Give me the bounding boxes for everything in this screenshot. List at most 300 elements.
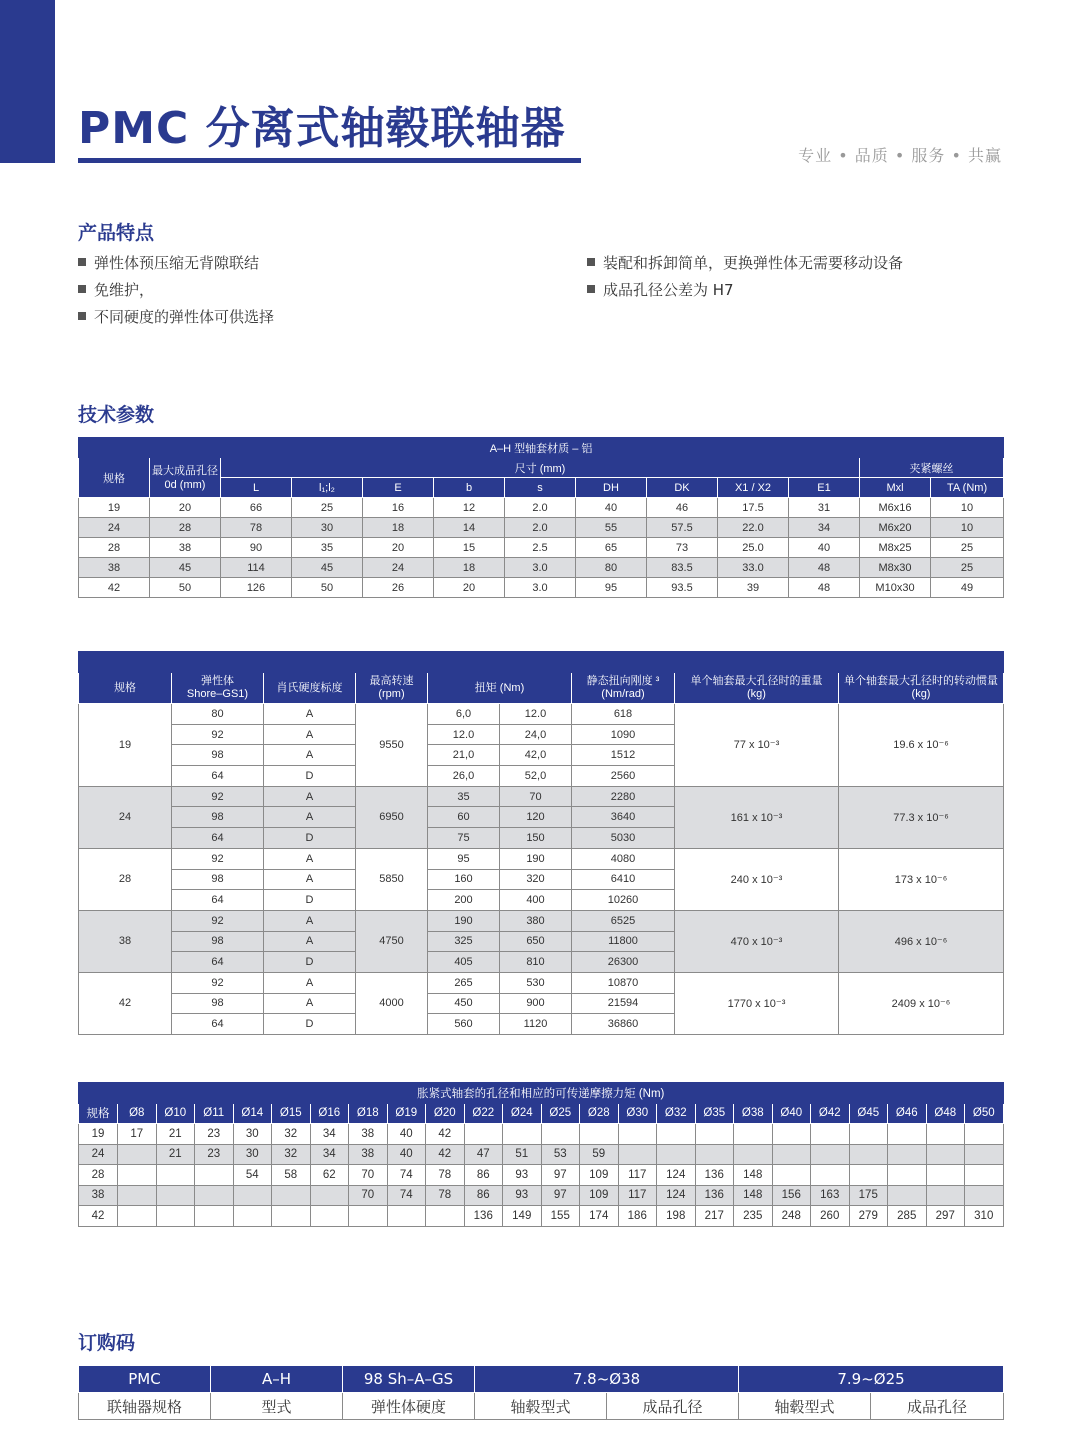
table-cell: 42 — [426, 1144, 465, 1165]
table-cell: D — [264, 766, 356, 787]
table-cell: 93 — [503, 1165, 542, 1186]
order-label-cell: 轴毂型式 — [739, 1393, 871, 1420]
table-cell: 26,0 — [428, 766, 500, 787]
table-cell: 93.5 — [647, 578, 718, 598]
feature-text: 成品孔径公差为 H7 — [603, 281, 734, 299]
feature-item — [587, 250, 903, 277]
features-left-column — [78, 250, 274, 331]
table-cell — [464, 1124, 503, 1145]
bullet-icon — [78, 258, 86, 266]
table3-caption: 胀紧式轴套的孔径和相应的可传递摩擦力矩 (Nm) — [79, 1083, 1004, 1104]
table-cell — [195, 1165, 234, 1186]
feature-item — [78, 277, 274, 304]
table1-col-header: TA (Nm) — [931, 478, 1004, 498]
table-cell: 279 — [849, 1206, 888, 1227]
table3-col-header: Ø19 — [387, 1103, 426, 1124]
table-cell — [849, 1124, 888, 1145]
table-cell: 59 — [580, 1144, 619, 1165]
table-cell: 12.0 — [500, 704, 572, 725]
table-cell: 25 — [931, 538, 1004, 558]
table-cell: A — [264, 972, 356, 993]
inertia-cell: 19.6 x 10⁻⁶ — [839, 704, 1004, 787]
table-cell: 18 — [363, 518, 434, 538]
table1-col-header: DH — [576, 478, 647, 498]
table-row — [79, 1144, 1004, 1165]
table-cell: 42 — [426, 1124, 465, 1145]
table-cell — [310, 1206, 349, 1227]
table-cell: A — [264, 745, 356, 766]
table-cell — [118, 1206, 157, 1227]
table3-col-header: Ø35 — [695, 1103, 734, 1124]
table-cell — [849, 1165, 888, 1186]
table-cell: 45 — [292, 558, 363, 578]
table-cell — [657, 1144, 696, 1165]
table-cell: 34 — [789, 518, 860, 538]
table-cell — [695, 1144, 734, 1165]
bullet-icon — [78, 285, 86, 293]
table-cell: 31 — [789, 498, 860, 518]
table-row — [79, 1206, 1004, 1227]
table2-top-band — [79, 652, 1004, 673]
table1-col-header: b — [434, 478, 505, 498]
table-cell: 19 — [79, 498, 150, 518]
table-cell: 30 — [233, 1124, 272, 1145]
table-row — [79, 1185, 1004, 1206]
table-cell: 18 — [434, 558, 505, 578]
table-cell: 400 — [500, 890, 572, 911]
table-cell: 10870 — [572, 972, 675, 993]
table-cell — [965, 1124, 1004, 1145]
size-cell: 38 — [79, 910, 172, 972]
table-cell — [965, 1185, 1004, 1206]
table3-col-header: Ø8 — [118, 1103, 157, 1124]
table-cell: 97 — [541, 1165, 580, 1186]
table-cell: 48 — [789, 558, 860, 578]
table3-col-header: Ø46 — [888, 1103, 927, 1124]
table-cell — [618, 1124, 657, 1145]
table-cell: A — [264, 910, 356, 931]
table-cell: 265 — [428, 972, 500, 993]
table-cell: 21 — [156, 1124, 195, 1145]
table-cell: 810 — [500, 952, 572, 973]
table-cell: 92 — [172, 972, 264, 993]
table3-col-header: Ø42 — [811, 1103, 850, 1124]
table-cell: 235 — [734, 1206, 773, 1227]
table-cell: 40 — [387, 1124, 426, 1145]
table-cell: 42 — [79, 1206, 118, 1227]
table-cell: 148 — [734, 1165, 773, 1186]
table-cell: 190 — [428, 910, 500, 931]
table-cell: 124 — [657, 1185, 696, 1206]
table-cell: 38 — [79, 1185, 118, 1206]
table-cell: 46 — [647, 498, 718, 518]
table-cell: 32 — [272, 1144, 311, 1165]
table-cell — [618, 1144, 657, 1165]
table-cell: 160 — [428, 869, 500, 890]
order-label-cell: 成品孔径 — [607, 1393, 739, 1420]
table-cell: 48 — [789, 578, 860, 598]
table3-col-header: Ø24 — [503, 1103, 542, 1124]
rpm-cell: 4000 — [356, 972, 428, 1034]
table-cell: 24 — [79, 518, 150, 538]
table-cell: 198 — [657, 1206, 696, 1227]
inertia-cell: 77.3 x 10⁻⁶ — [839, 786, 1004, 848]
table-cell: 55 — [576, 518, 647, 538]
table-cell: 42,0 — [500, 745, 572, 766]
table-cell: 92 — [172, 724, 264, 745]
table-cell — [965, 1165, 1004, 1186]
table-cell: M6x16 — [860, 498, 931, 518]
table3-col-header: Ø10 — [156, 1103, 195, 1124]
table-cell: D — [264, 890, 356, 911]
table-cell: 248 — [772, 1206, 811, 1227]
table-cell: 28 — [79, 538, 150, 558]
table-row — [79, 558, 1004, 578]
table-cell: 64 — [172, 766, 264, 787]
table-cell: 98 — [172, 869, 264, 890]
table-cell: 40 — [576, 498, 647, 518]
table-cell: 155 — [541, 1206, 580, 1227]
table-cell: 80 — [576, 558, 647, 578]
table-cell: 78 — [426, 1185, 465, 1206]
table-cell — [349, 1206, 388, 1227]
table-cell: 23 — [195, 1144, 234, 1165]
table-cell: 38 — [349, 1144, 388, 1165]
table-cell: 70 — [349, 1165, 388, 1186]
table-cell: 78 — [426, 1165, 465, 1186]
table-cell: 83.5 — [647, 558, 718, 578]
table-cell: 19 — [79, 1124, 118, 1145]
table-cell: 6525 — [572, 910, 675, 931]
table-cell: 163 — [811, 1185, 850, 1206]
table2-col-header: 单个轴套最大孔径时的重量 (kg) — [675, 673, 839, 704]
table-cell: M6x20 — [860, 518, 931, 538]
table-cell — [156, 1185, 195, 1206]
table-cell: 28 — [150, 518, 221, 538]
table-cell: 74 — [387, 1165, 426, 1186]
table-cell: 28 — [79, 1165, 118, 1186]
order-label-cell: 轴毂型式 — [475, 1393, 607, 1420]
table3-col-header: Ø15 — [272, 1103, 311, 1124]
table-cell — [734, 1124, 773, 1145]
table-cell: 14 — [434, 518, 505, 538]
bullet-icon — [78, 312, 86, 320]
table-cell: 30 — [292, 518, 363, 538]
table-cell: 20 — [150, 498, 221, 518]
order-code-cell: 98 Sh–A–GS — [343, 1366, 475, 1393]
table-cell: 24 — [363, 558, 434, 578]
table3-col-header: Ø22 — [464, 1103, 503, 1124]
table2-col-header: 规格 — [79, 673, 172, 704]
table-cell: 109 — [580, 1185, 619, 1206]
order-label-cell: 成品孔径 — [871, 1393, 1004, 1420]
table-cell: D — [264, 952, 356, 973]
table-cell: 1120 — [500, 1014, 572, 1035]
table-cell: 70 — [349, 1185, 388, 1206]
table-cell — [888, 1165, 927, 1186]
table-cell — [426, 1206, 465, 1227]
table-cell — [156, 1165, 195, 1186]
table-cell — [849, 1144, 888, 1165]
table-cell: 16 — [363, 498, 434, 518]
table3-col-header: Ø18 — [349, 1103, 388, 1124]
table-cell: 75 — [428, 828, 500, 849]
table-cell — [695, 1124, 734, 1145]
table-cell: 190 — [500, 848, 572, 869]
rpm-cell: 5850 — [356, 848, 428, 910]
inertia-cell: 173 x 10⁻⁶ — [839, 848, 1004, 910]
table-cell — [118, 1185, 157, 1206]
table-cell: 33.0 — [718, 558, 789, 578]
table-cell: 650 — [500, 931, 572, 952]
table-cell: 54 — [233, 1165, 272, 1186]
table-cell — [888, 1124, 927, 1145]
table-cell: 38 — [150, 538, 221, 558]
weight-cell: 240 x 10⁻³ — [675, 848, 839, 910]
table-cell: 618 — [572, 704, 675, 725]
table-cell: 62 — [310, 1165, 349, 1186]
table3-col-header: Ø28 — [580, 1103, 619, 1124]
table-cell: 50 — [292, 578, 363, 598]
table-cell: 38 — [79, 558, 150, 578]
table-cell: 25 — [292, 498, 363, 518]
table-cell: 3.0 — [505, 558, 576, 578]
table1-header-dimensions: 尺寸 (mm) — [221, 458, 860, 478]
table-cell — [926, 1165, 965, 1186]
table-cell — [811, 1144, 850, 1165]
table-cell: 35 — [428, 786, 500, 807]
table-cell: 405 — [428, 952, 500, 973]
table-cell — [734, 1144, 773, 1165]
table-cell: 64 — [172, 952, 264, 973]
performance-table — [78, 651, 1004, 1035]
table-cell: 17 — [118, 1124, 157, 1145]
table-cell: 310 — [965, 1206, 1004, 1227]
table-cell: 92 — [172, 910, 264, 931]
table3-col-header: Ø45 — [849, 1103, 888, 1124]
table-row — [79, 538, 1004, 558]
table-cell — [580, 1124, 619, 1145]
features-heading: 产品特点 — [78, 222, 155, 244]
feature-text: 不同硬度的弹性体可供选择 — [94, 308, 275, 326]
table-cell: 17.5 — [718, 498, 789, 518]
table2-col-header: 最高转速 (rpm) — [356, 673, 428, 704]
feature-text: 装配和拆卸简单，更换弹性体无需要移动设备 — [603, 254, 904, 272]
table-cell: 70 — [500, 786, 572, 807]
table-cell — [888, 1144, 927, 1165]
table-cell: 52,0 — [500, 766, 572, 787]
table-row — [79, 1165, 1004, 1186]
table-cell: D — [264, 828, 356, 849]
table-cell: 53 — [541, 1144, 580, 1165]
weight-cell: 470 x 10⁻³ — [675, 910, 839, 972]
table-cell: 320 — [500, 869, 572, 890]
table-cell — [811, 1165, 850, 1186]
rpm-cell: 9550 — [356, 704, 428, 787]
table3-col-header: Ø20 — [426, 1103, 465, 1124]
table-cell: 30 — [233, 1144, 272, 1165]
table-cell — [233, 1185, 272, 1206]
table-cell: A — [264, 848, 356, 869]
table1-col-header: L — [221, 478, 292, 498]
table-cell: 5030 — [572, 828, 675, 849]
table-cell: 32 — [272, 1124, 311, 1145]
feature-text: 弹性体预压缩无背隙联结 — [94, 254, 260, 272]
friction-torque-table — [78, 1082, 1004, 1227]
table-cell: 200 — [428, 890, 500, 911]
table-cell: 6410 — [572, 869, 675, 890]
table-cell: 175 — [849, 1185, 888, 1206]
table-cell — [118, 1144, 157, 1165]
table-cell: 120 — [500, 807, 572, 828]
table-cell: 90 — [221, 538, 292, 558]
tech-heading: 技术参数 — [78, 404, 155, 426]
table-cell: 560 — [428, 1014, 500, 1035]
feature-item — [587, 277, 903, 304]
order-code-cell: 7.8~Ø38 — [475, 1366, 739, 1393]
weight-cell: 1770 x 10⁻³ — [675, 972, 839, 1034]
table-cell: 98 — [172, 807, 264, 828]
table-cell: 12.0 — [428, 724, 500, 745]
table-cell — [156, 1206, 195, 1227]
size-cell: 24 — [79, 786, 172, 848]
table3-col-header: Ø48 — [926, 1103, 965, 1124]
table-cell: 136 — [695, 1185, 734, 1206]
table-cell: 20 — [434, 578, 505, 598]
table-cell: 58 — [272, 1165, 311, 1186]
table-cell: 49 — [931, 578, 1004, 598]
order-code-cell: PMC — [79, 1366, 211, 1393]
table-cell: 149 — [503, 1206, 542, 1227]
table-cell: 60 — [428, 807, 500, 828]
rpm-cell: 4750 — [356, 910, 428, 972]
table-cell: 2.5 — [505, 538, 576, 558]
table-cell: 40 — [387, 1144, 426, 1165]
table-cell: 92 — [172, 786, 264, 807]
table-row — [79, 848, 1004, 869]
table-cell — [657, 1124, 696, 1145]
table-cell: 93 — [503, 1185, 542, 1206]
order-heading: 订购码 — [78, 1332, 136, 1354]
table3-col-header: Ø11 — [195, 1103, 234, 1124]
table-cell: 2.0 — [505, 498, 576, 518]
table-cell: 50 — [150, 578, 221, 598]
table3-col-header: Ø40 — [772, 1103, 811, 1124]
table-cell: 150 — [500, 828, 572, 849]
table1-col-header: DK — [647, 478, 718, 498]
table-cell: 24,0 — [500, 724, 572, 745]
table-cell: A — [264, 931, 356, 952]
page-title: PMC 分离式轴毂联轴器 — [78, 103, 566, 154]
table-row — [79, 518, 1004, 538]
table-cell — [888, 1185, 927, 1206]
table-cell: 23 — [195, 1124, 234, 1145]
table-cell — [926, 1144, 965, 1165]
order-label-cell: 型式 — [211, 1393, 343, 1420]
weight-cell: 161 x 10⁻³ — [675, 786, 839, 848]
table-row — [79, 498, 1004, 518]
table-cell: 10 — [931, 518, 1004, 538]
side-accent-bar — [0, 0, 55, 163]
table-row — [79, 786, 1004, 807]
order-code-cell: 7.9~Ø25 — [739, 1366, 1004, 1393]
table-cell: 98 — [172, 931, 264, 952]
table-cell: 25 — [931, 558, 1004, 578]
table2-col-header: 弹性体 Shore–GS1) — [172, 673, 264, 704]
table-cell: 86 — [464, 1165, 503, 1186]
table-cell: 74 — [387, 1185, 426, 1206]
table-row — [79, 972, 1004, 993]
table-cell: 285 — [888, 1206, 927, 1227]
table-cell: 136 — [695, 1165, 734, 1186]
table-cell — [310, 1185, 349, 1206]
table3-col-header: Ø30 — [618, 1103, 657, 1124]
table-cell — [195, 1206, 234, 1227]
table-cell: 156 — [772, 1185, 811, 1206]
table2-col-header: 肖氏硬度标度 — [264, 673, 356, 704]
table-cell — [772, 1124, 811, 1145]
table-cell: 21,0 — [428, 745, 500, 766]
table-cell: 117 — [618, 1185, 657, 1206]
table-row — [79, 1124, 1004, 1145]
table1-col-header: s — [505, 478, 576, 498]
table-cell: A — [264, 993, 356, 1014]
order-code-table — [78, 1365, 1004, 1420]
rpm-cell: 6950 — [356, 786, 428, 848]
slogan: 专业 • 品质 • 服务 • 共赢 — [798, 146, 1002, 165]
table-cell: 34 — [310, 1144, 349, 1165]
table-cell: 21 — [156, 1144, 195, 1165]
table-cell — [272, 1206, 311, 1227]
table-cell: 34 — [310, 1124, 349, 1145]
table-cell — [272, 1185, 311, 1206]
table-cell: D — [264, 1014, 356, 1035]
table-cell: 86 — [464, 1185, 503, 1206]
table-cell — [772, 1144, 811, 1165]
table-cell: 380 — [500, 910, 572, 931]
table-cell: 126 — [221, 578, 292, 598]
table-cell: 26300 — [572, 952, 675, 973]
table-cell: A — [264, 786, 356, 807]
table-row — [79, 704, 1004, 725]
table3-col-header: Ø25 — [541, 1103, 580, 1124]
table-cell: A — [264, 724, 356, 745]
table-cell: 109 — [580, 1165, 619, 1186]
table-cell: 2.0 — [505, 518, 576, 538]
table1-col-header: l₁;l₂ — [292, 478, 363, 498]
table-cell: 12 — [434, 498, 505, 518]
table-cell: 22.0 — [718, 518, 789, 538]
table1-caption: A–H 型轴套材质 – 铝 — [79, 438, 1004, 458]
table1-col-header: E — [363, 478, 434, 498]
table-cell — [387, 1206, 426, 1227]
table-cell: 78 — [221, 518, 292, 538]
table-cell: 6,0 — [428, 704, 500, 725]
table-cell: 39 — [718, 578, 789, 598]
table-cell: 64 — [172, 828, 264, 849]
table3-col-header: Ø38 — [734, 1103, 773, 1124]
table1-col-header: Mxl — [860, 478, 931, 498]
bullet-icon — [587, 258, 595, 266]
table-cell: 40 — [789, 538, 860, 558]
table-cell: 57.5 — [647, 518, 718, 538]
table-cell — [195, 1185, 234, 1206]
table-cell: 260 — [811, 1206, 850, 1227]
table-cell: 11800 — [572, 931, 675, 952]
table-cell: 450 — [428, 993, 500, 1014]
table-cell — [772, 1165, 811, 1186]
table3-col-header: 规格 — [79, 1103, 118, 1124]
